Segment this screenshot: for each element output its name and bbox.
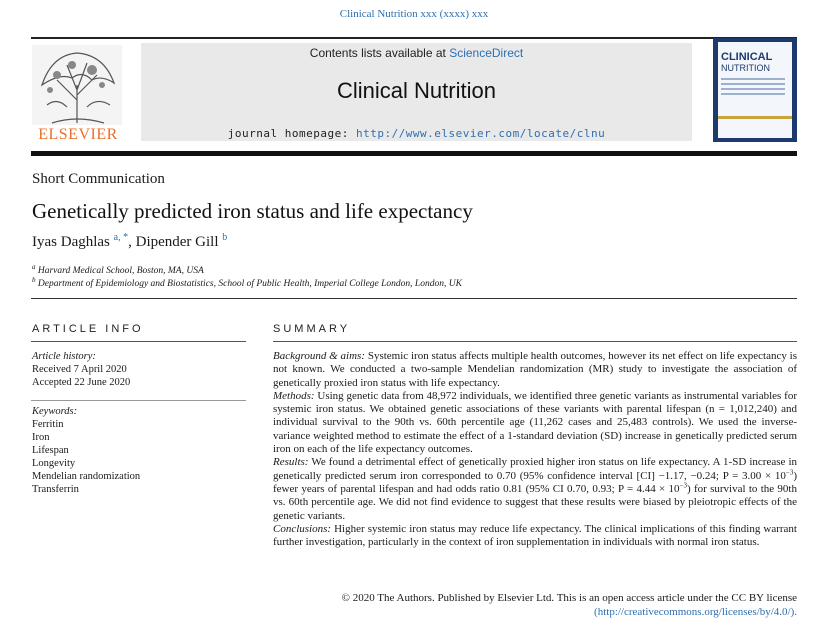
affiliation-a — [32, 263, 204, 276]
results-text: ) for survival to the 90th vs. 60th percentile age. We did not find evidence to suggest that these results were biased by pleiotropic effects of the genetic variants. — [273, 482, 797, 522]
background-text: Systemic iron status affects multiple health outcomes, however its net effect on life expectancy is not known. We conducted a two-sample Mendelian randomization (MR) study to investigate the association of genetically proxied iron status with life expectancy. — [273, 350, 797, 389]
methods-text: Using genetic data from 48,972 individuals, we identified three genetic variants as instrumental variables for systemic iron status. We obtained genetic associations of these variants with parental lifespan (n = 1,012,240) and individual survival to the 90th vs. 60th percentile age (11,262 cases and 25,483 controls). We used the inverse-variance weighted method to estimate the effect of a 1-standard deviation (SD) increase in genetically predicted serum iron on each of the life expectancy outcomes. — [273, 389, 797, 456]
keyword-item: Transferrin — [32, 484, 79, 495]
keyword-item: Mendelian randomization — [32, 471, 141, 482]
keywords — [32, 405, 140, 496]
author-name[interactable]: Dipender Gill — [135, 234, 219, 250]
summary-methods — [273, 390, 797, 456]
cover-title-line2: NUTRITION — [721, 63, 770, 73]
summary-rule — [273, 341, 797, 342]
history-label: Article history: — [32, 351, 96, 362]
results-label: Results: — [273, 456, 309, 469]
license-text: © 2020 The Authors. Published by Elsevier Ltd. This is an open access article under the CC BY license — [341, 592, 797, 604]
author-separator: , — [128, 234, 136, 250]
cover-title-line1: CLINICAL — [721, 51, 773, 63]
article-history — [32, 350, 130, 389]
license-notice — [273, 591, 797, 619]
accepted-date: Accepted 22 June 2020 — [32, 377, 131, 388]
affiliation-mark: b — [32, 276, 36, 284]
affiliation-text: Department of Epidemiology and Biostatistics, School of Public Health, Imperial College London, London, UK — [35, 279, 462, 290]
keywords-rule — [31, 400, 246, 401]
affiliation-b — [32, 276, 462, 289]
results-text: ) fewer years of parental lifespan and had odds ratio 0.81 (95% CI 0.70, 0.93; P = 4.44 × 10 — [273, 469, 797, 495]
keyword-item: Iron — [32, 432, 50, 443]
summary-conclusions — [273, 523, 797, 550]
sciencedirect-link[interactable]: ScienceDirect — [449, 46, 524, 60]
methods-label: Methods: — [273, 389, 315, 402]
summary-results — [273, 456, 797, 522]
affiliation-text: Harvard Medical School, Boston, MA, USA — [35, 266, 204, 277]
keyword-item: Lifespan — [32, 445, 69, 456]
homepage-link[interactable]: http://www.elsevier.com/locate/clnu — [355, 127, 606, 140]
homepage-prefix: journal homepage: — [227, 127, 356, 140]
conclusions-label: Conclusions: — [273, 522, 332, 535]
results-text: We found a detrimental effect of genetically proxied higher iron status on life expectancy. A 1-SD increase in genetically predicted serum iron corresponded to 0.70 (95% confidence interval [CI] −1.17, −0.24; P = 3.00 × 10 — [273, 456, 797, 482]
article-type: Short Communication — [32, 171, 165, 187]
summary-heading: SUMMARY — [273, 323, 351, 335]
author-list — [32, 232, 227, 251]
cover-text-lines — [721, 78, 785, 98]
article-title: Genetically predicted iron status and life expectancy — [32, 199, 473, 223]
masthead-top-rule — [31, 37, 797, 39]
summary-background — [273, 350, 797, 390]
homepage-line — [141, 127, 692, 140]
keyword-item: Longevity — [32, 458, 76, 469]
journal-title: Clinical Nutrition — [337, 78, 496, 103]
article-info-rule — [31, 341, 246, 342]
affiliation-mark: a — [32, 263, 36, 271]
journal-reference[interactable]: Clinical Nutrition xxx (xxxx) xxx — [339, 8, 489, 20]
license-link[interactable]: (http://creativecommons.org/licenses/by/4.0/). — [594, 606, 797, 618]
results-exponent: −3 — [679, 481, 687, 490]
background-label: Background & aims: — [273, 350, 365, 362]
author-affiliation-mark[interactable]: a, * — [113, 232, 129, 243]
keyword-item: Ferritin — [32, 419, 64, 430]
author-name[interactable]: Iyas Daghlas — [32, 234, 110, 250]
elsevier-wordmark: ELSEVIER — [38, 126, 118, 143]
article-info-heading: ARTICLE INFO — [32, 323, 144, 335]
header-divider — [31, 298, 797, 299]
received-date: Received 7 April 2020 — [32, 364, 127, 375]
cover-accent-bar — [718, 116, 792, 119]
keywords-label: Keywords: — [32, 406, 78, 417]
author-affiliation-mark[interactable]: b — [222, 232, 228, 243]
contents-line — [141, 46, 692, 60]
contents-prefix: Contents lists available at — [309, 46, 450, 60]
summary-body — [273, 350, 797, 549]
results-exponent: −3 — [785, 468, 794, 477]
conclusions-text: Higher systemic iron status may reduce life expectancy. The clinical implications of this finding warrant further investigation, particularly in the context of iron supplementation in individuals with normal iron status. — [273, 522, 797, 549]
masthead-bottom-rule — [31, 151, 797, 156]
journal-cover[interactable] — [713, 38, 797, 142]
